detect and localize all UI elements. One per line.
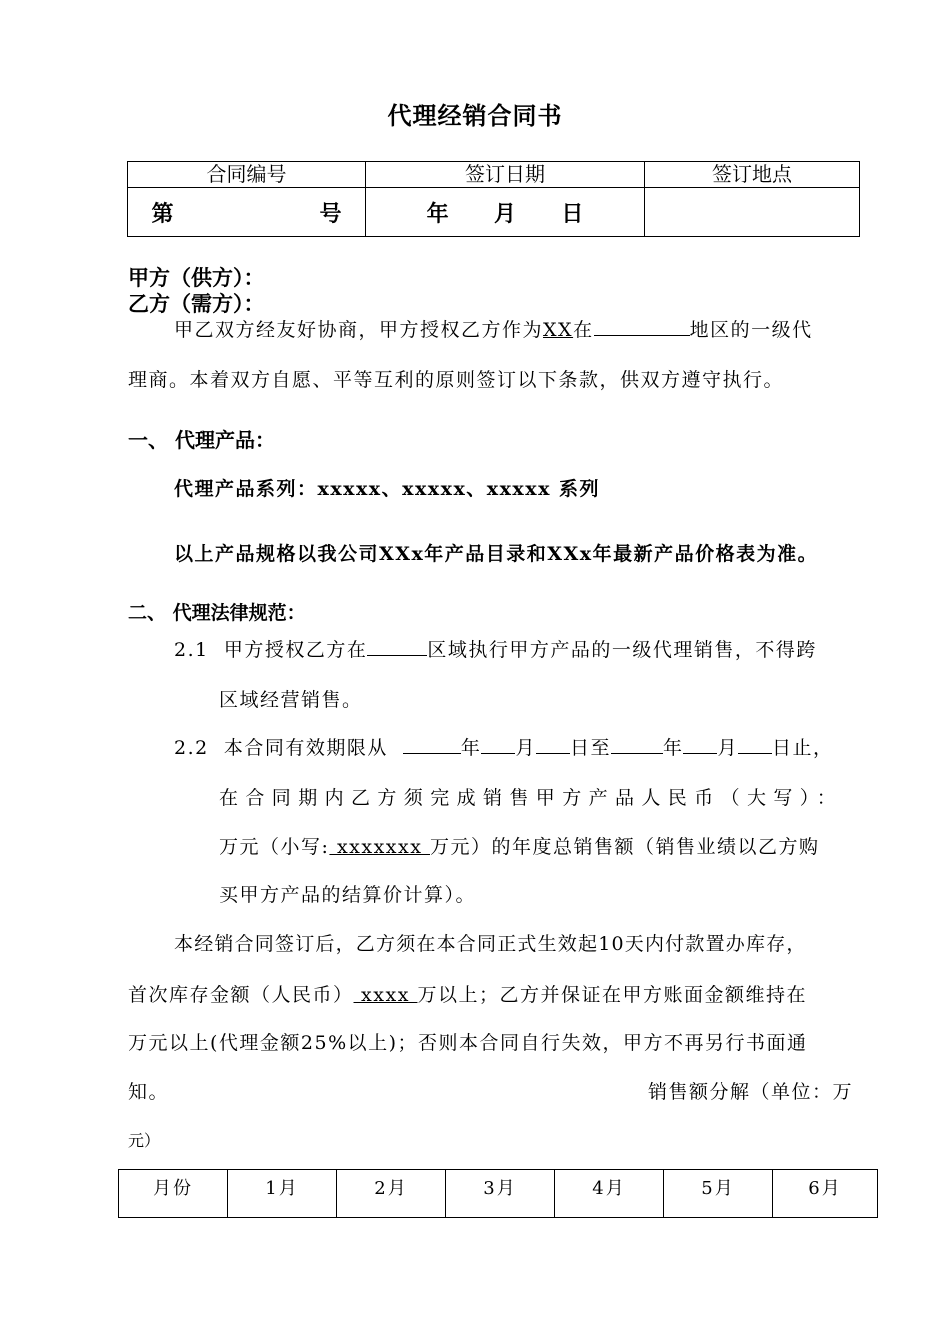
date-day: 日 xyxy=(561,201,584,227)
clause-2-2-line-3: 万元（小写: xxxxxxx 万元）的年度总销售额（销售业绩以乙方购 xyxy=(219,836,820,858)
date-year: 年 xyxy=(426,201,449,227)
para3-line-4: 知。 xyxy=(128,1081,170,1103)
sign-date-cell xyxy=(366,188,645,237)
contract-info-table xyxy=(127,161,860,237)
region-blank xyxy=(594,317,690,336)
sales-header-m3: 3月 xyxy=(446,1170,555,1218)
section-2-heading: 二、 代理法律规范： xyxy=(128,602,306,624)
initial-stock-amount: xxxx xyxy=(353,984,418,1006)
area-blank xyxy=(367,637,427,656)
header-contract-no: 合同编号 xyxy=(128,162,366,188)
document-title: 代理经销合同书 xyxy=(387,102,563,130)
contract-no-suffix: 号 xyxy=(319,201,342,227)
date-month: 月 xyxy=(493,201,516,227)
breakdown-unit: 元） xyxy=(128,1131,161,1150)
intro-line-2: 理商。本着双方自愿、平等互利的原则签订以下条款，供双方遵守执行。 xyxy=(128,369,785,391)
sales-header-month: 月份 xyxy=(119,1170,228,1218)
para3-line-1: 本经销合同签订后，乙方须在本合同正式生效起10天内付款置办库存， xyxy=(174,933,807,955)
para3-line-2: 首次库存金额（人民币） xxxx 万以上；乙方并保证在甲方账面金额维持在 xyxy=(128,984,807,1006)
sales-header-m5: 5月 xyxy=(664,1170,773,1218)
sales-breakdown-table xyxy=(118,1169,878,1218)
party-b-label: 乙方（需方）： xyxy=(128,292,265,316)
sales-header-m1: 1月 xyxy=(228,1170,337,1218)
sales-header-m6: 6月 xyxy=(773,1170,878,1218)
contract-no-cell xyxy=(128,188,366,237)
clause-2-2-line-1: 2.2 本合同有效期限从 年 月 日至 年 月 日止， xyxy=(174,737,834,759)
annual-amount: xxxxxxx xyxy=(329,836,430,858)
intro-line-1: 甲乙双方经友好协商，甲方授权乙方作为XX在 地区的一级代 xyxy=(174,319,813,341)
intro-xx: XX xyxy=(543,319,574,341)
party-a-label: 甲方（供方）： xyxy=(128,266,265,290)
section-1-heading: 一、 代理产品： xyxy=(128,428,275,452)
header-sign-date: 签订日期 xyxy=(366,162,645,188)
sales-header-m2: 2月 xyxy=(337,1170,446,1218)
product-note: 以上产品规格以我公司XXx年产品目录和XXx年最新产品价格表为准。 xyxy=(174,543,819,565)
sign-place-cell xyxy=(645,188,860,237)
sales-header-m4: 4月 xyxy=(555,1170,664,1218)
breakdown-label: 销售额分解（单位：万 xyxy=(648,1081,854,1103)
clause-2-2-line-2: 在合同期内乙方须完成销售甲方产品人民币（大写）： xyxy=(219,787,844,809)
clause-2-2-line-4: 买甲方产品的结算价计算）。 xyxy=(219,884,477,906)
para3-line-3: 万元以上(代理金额25%以上)；否则本合同自行失效，甲方不再另行书面通 xyxy=(128,1032,808,1054)
clause-2-1-line-2: 区域经营销售。 xyxy=(219,689,363,711)
product-series: 代理产品系列：xxxxx、xxxxx、xxxxx 系列 xyxy=(174,478,601,500)
clause-2-1-line-1: 2.1 甲方授权乙方在 区域执行甲方产品的一级代理销售，不得跨 xyxy=(174,639,817,661)
contract-no-prefix: 第 xyxy=(151,201,174,227)
header-sign-place: 签订地点 xyxy=(645,162,860,188)
